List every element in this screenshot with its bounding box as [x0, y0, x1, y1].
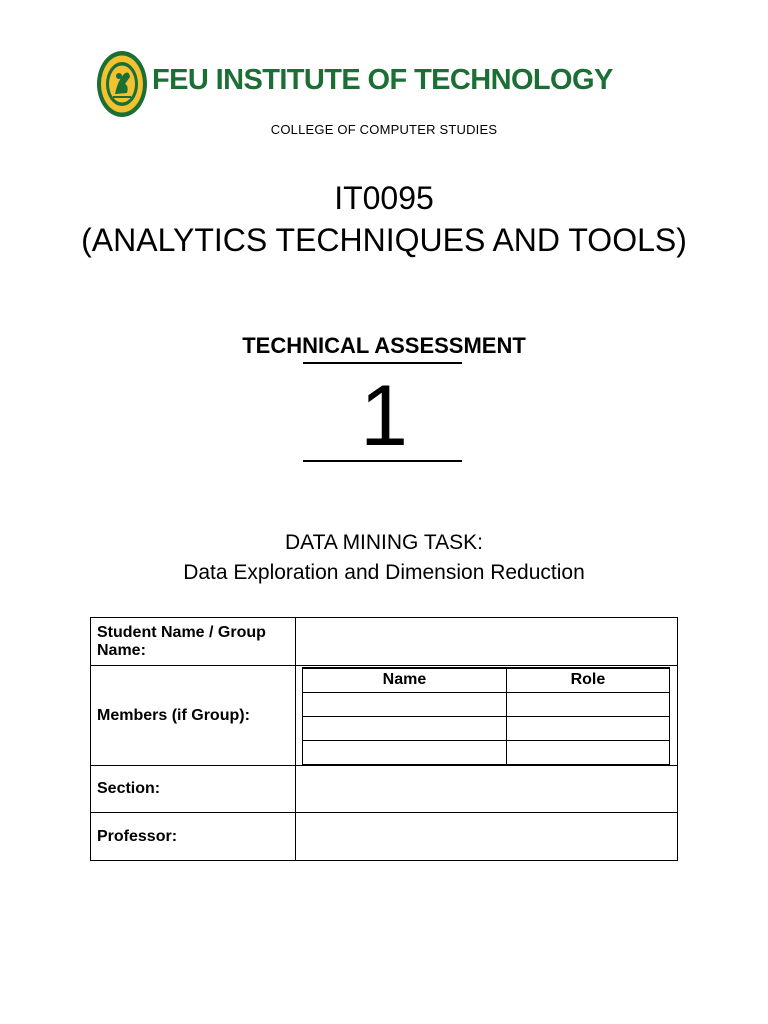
members-role-header: Role: [506, 668, 669, 693]
assessment-label: TECHNICAL ASSESSMENT: [242, 333, 526, 358]
professor-label: Professor:: [91, 813, 296, 861]
college-name: COLLEGE OF COMPUTER STUDIES: [270, 122, 498, 137]
member-role-field[interactable]: [506, 716, 669, 740]
task-heading: DATA MINING TASK:: [285, 531, 483, 554]
professor-row: [91, 813, 678, 861]
student-info-form: [90, 617, 678, 861]
members-table: [302, 667, 670, 765]
number-bottom-rule: [303, 460, 462, 462]
professor-field[interactable]: [296, 813, 678, 861]
member-role-field[interactable]: [506, 740, 669, 764]
members-label: Members (if Group):: [91, 666, 296, 766]
member-name-field[interactable]: [303, 692, 507, 716]
section-field[interactable]: [296, 766, 678, 813]
task-subtitle: Data Exploration and Dimension Reduction: [183, 561, 585, 584]
member-name-field[interactable]: [303, 740, 507, 764]
header: [0, 46, 768, 122]
member-role-field[interactable]: [506, 692, 669, 716]
course-title: (ANALYTICS TECHNIQUES AND TOOLS): [81, 222, 687, 258]
section-label: Section:: [91, 766, 296, 813]
member-row: [303, 716, 670, 740]
member-row: [303, 692, 670, 716]
member-row: [303, 740, 670, 764]
student-name-row: [91, 618, 678, 666]
members-name-header: Name: [303, 668, 507, 693]
feu-seal-logo: [96, 50, 148, 118]
members-cell: [296, 666, 678, 766]
assessment-number: 1: [360, 368, 408, 464]
members-row: [91, 666, 678, 766]
student-name-label: Student Name / Group Name:: [91, 618, 296, 666]
institution-name: FEU INSTITUTE OF TECHNOLOGY: [152, 64, 613, 96]
members-header-row: [303, 668, 670, 693]
number-top-rule: [303, 362, 462, 364]
student-name-field[interactable]: [296, 618, 678, 666]
course-code: IT0095: [334, 180, 434, 216]
member-name-field[interactable]: [303, 716, 507, 740]
section-row: [91, 766, 678, 813]
